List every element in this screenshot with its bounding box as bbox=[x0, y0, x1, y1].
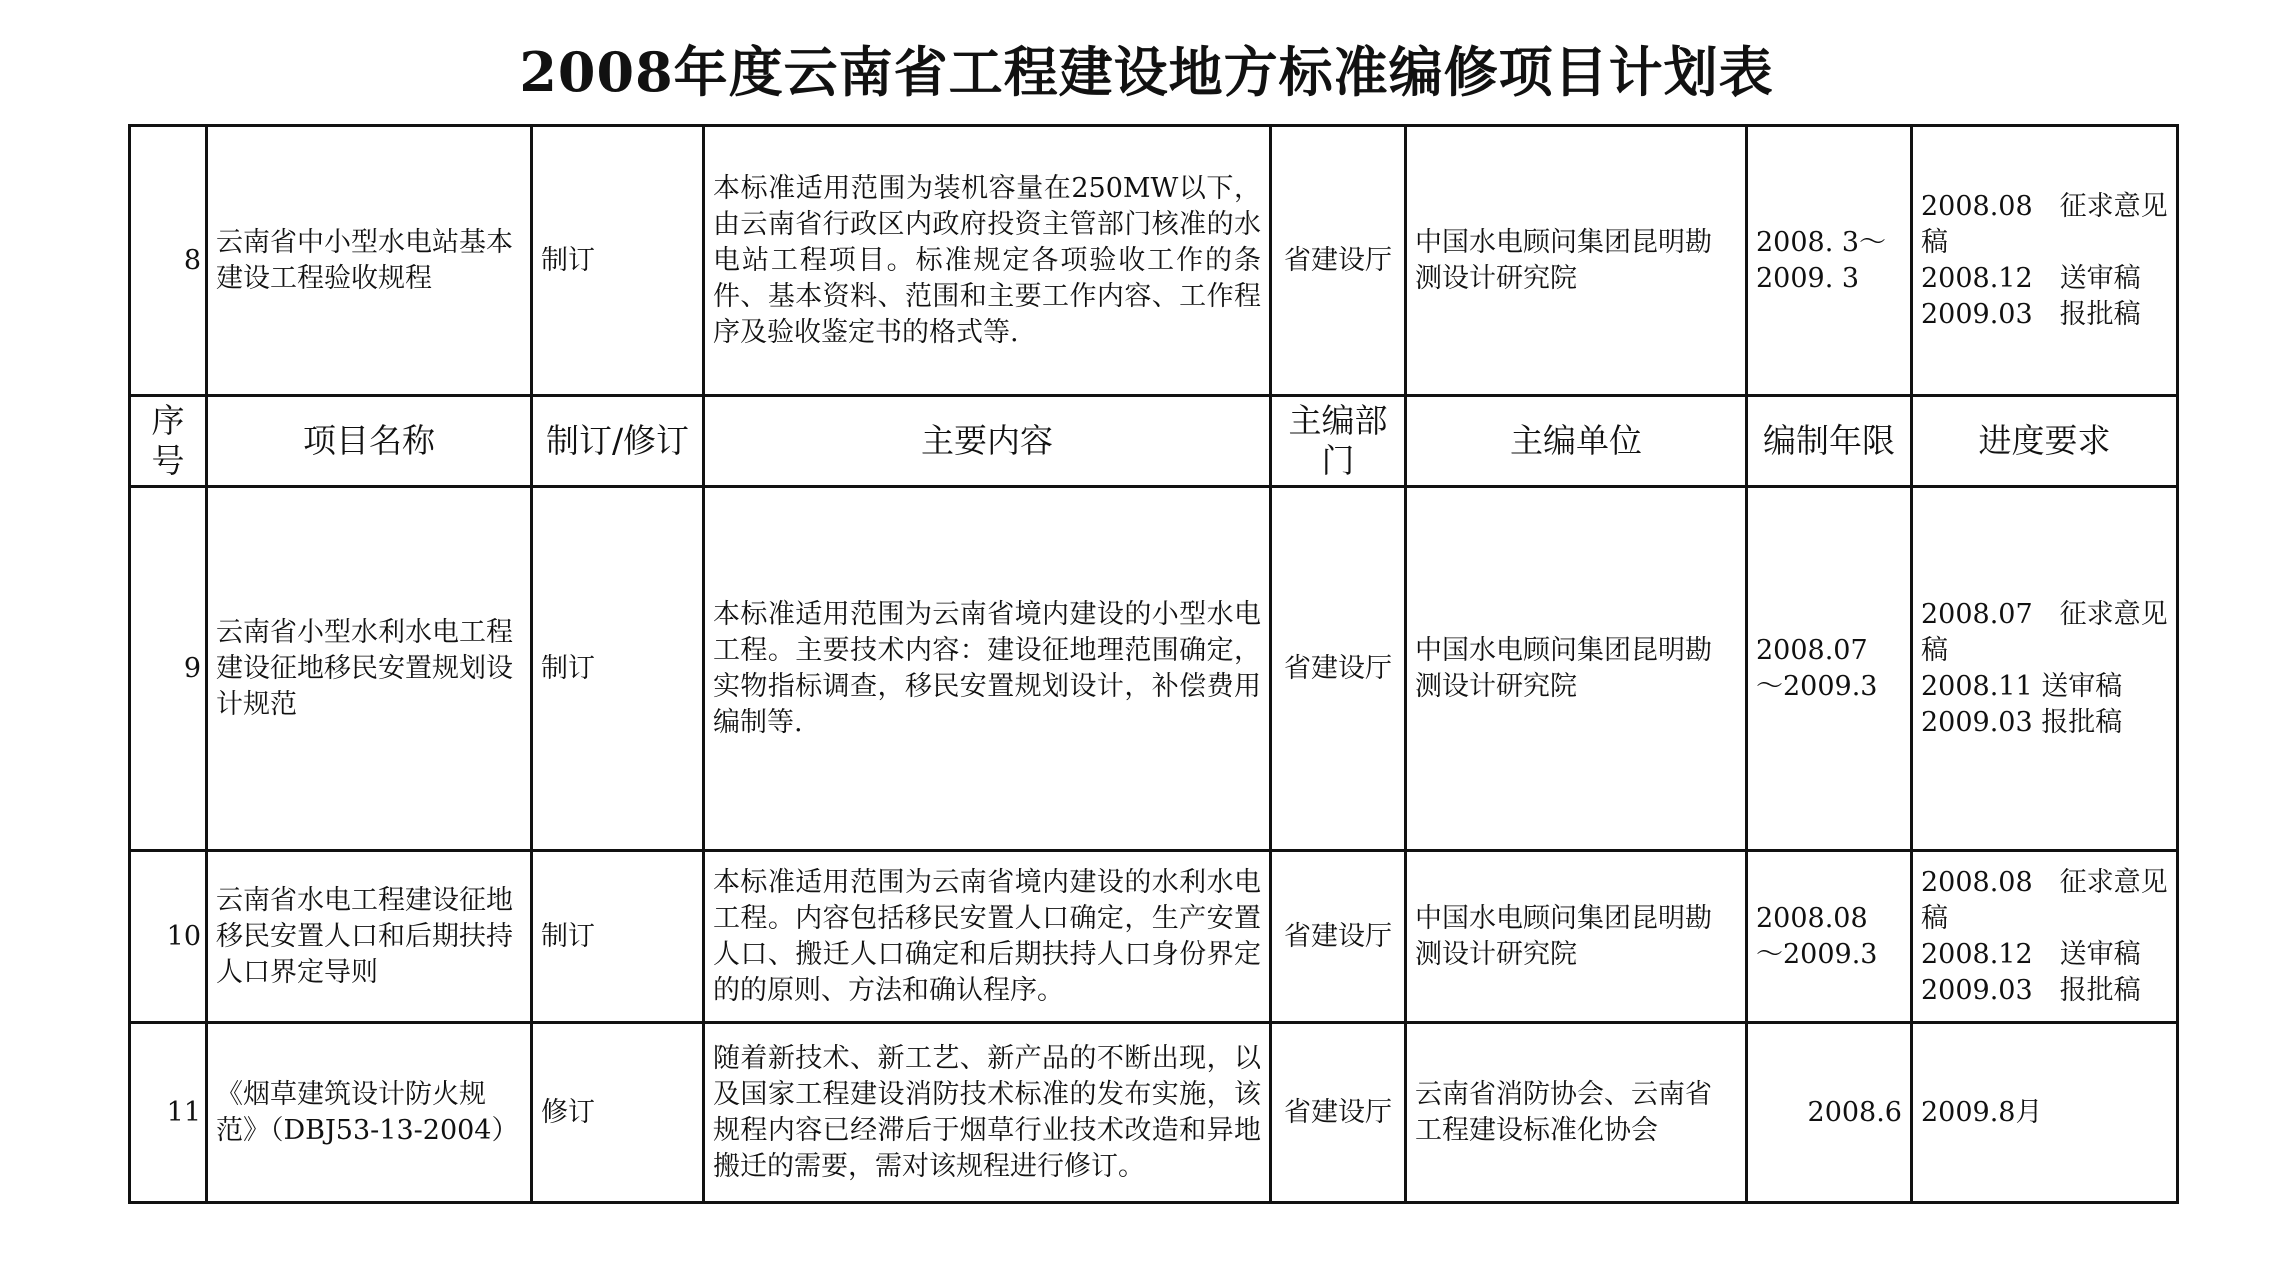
seq-cell: 9 bbox=[130, 487, 207, 851]
progress-line: 2009.03 报批稿 bbox=[1921, 298, 2141, 330]
content-cell: 本标准适用范围为装机容量在250MW以下，由云南省行政区内政府投资主管部门核准的水电站工程项目。标准规定各项验收工作的条件、基本资料、范围和主要工作内容、工作程序及验收鉴定书的格式等. bbox=[704, 126, 1271, 396]
header-unit: 主编单位 bbox=[1406, 396, 1747, 487]
header-row bbox=[130, 396, 2178, 487]
project-name-cell: 云南省小型水利水电工程建设征地移民安置规划设计规范 bbox=[207, 487, 532, 851]
content-cell: 本标准适用范围为云南省境内建设的水利水电工程。内容包括移民安置人口确定，生产安置人口、搬迁人口确定和后期扶持人口身份界定的的原则、方法和确认程序。 bbox=[704, 851, 1271, 1023]
header-progress: 进度要求 bbox=[1912, 396, 2178, 487]
content-cell: 本标准适用范围为云南省境内建设的小型水电工程。主要技术内容：建设征地理范围确定，实物指标调查，移民安置规划设计，补偿费用编制等. bbox=[704, 487, 1271, 851]
dept-cell: 省建设厅 bbox=[1271, 487, 1406, 851]
progress-cell bbox=[1912, 487, 2178, 851]
page-title: 2008年度云南省工程建设地方标准编修项目计划表 bbox=[519, 40, 1774, 104]
unit-cell: 云南省消防协会、云南省工程建设标准化协会 bbox=[1406, 1023, 1747, 1203]
table-row bbox=[130, 1023, 2178, 1203]
header-content: 主要内容 bbox=[704, 396, 1271, 487]
progress-line: 2008.08 征求意见稿 bbox=[1921, 866, 2168, 934]
unit-cell: 中国水电顾问集团昆明勘测设计研究院 bbox=[1406, 487, 1747, 851]
table-row bbox=[130, 851, 2178, 1023]
header-type: 制订/修订 bbox=[532, 396, 704, 487]
period-cell: 2008.07 ～2009.3 bbox=[1747, 487, 1912, 851]
seq-cell: 10 bbox=[130, 851, 207, 1023]
period-cell: 2008.6 bbox=[1747, 1023, 1912, 1203]
type-cell: 制订 bbox=[532, 126, 704, 396]
period-cell: 2008. 3～2009. 3 bbox=[1747, 126, 1912, 396]
project-name-cell: 《烟草建筑设计防火规范》（DBJ53-13-2004） bbox=[207, 1023, 532, 1203]
progress-cell bbox=[1912, 126, 2178, 396]
progress-cell bbox=[1912, 851, 2178, 1023]
progress-line: 2008.12 送审稿 bbox=[1921, 938, 2141, 970]
progress-line: 2009.03 报批稿 bbox=[1921, 974, 2141, 1006]
progress-line: 2008.07 征求意见稿 bbox=[1921, 598, 2168, 666]
progress-line: 2008.11 送审稿 bbox=[1921, 670, 2123, 702]
content-cell: 随着新技术、新工艺、新产品的不断出现，以及国家工程建设消防技术标准的发布实施，该规程内容已经滞后于烟草行业技术改造和异地搬迁的需要，需对该规程进行修订。 bbox=[704, 1023, 1271, 1203]
table-row bbox=[130, 126, 2178, 396]
project-name-cell: 云南省水电工程建设征地移民安置人口和后期扶持人口界定导则 bbox=[207, 851, 532, 1023]
header-seq: 序号 bbox=[130, 396, 207, 487]
seq-cell: 11 bbox=[130, 1023, 207, 1203]
dept-cell: 省建设厅 bbox=[1271, 126, 1406, 396]
progress-cell bbox=[1912, 1023, 2178, 1203]
progress-line: 2008.12 送审稿 bbox=[1921, 262, 2141, 294]
unit-cell: 中国水电顾问集团昆明勘测设计研究院 bbox=[1406, 851, 1747, 1023]
project-plan-table bbox=[128, 124, 2179, 1204]
seq-cell: 8 bbox=[130, 126, 207, 396]
dept-cell: 省建设厅 bbox=[1271, 851, 1406, 1023]
type-cell: 制订 bbox=[532, 851, 704, 1023]
unit-cell: 中国水电顾问集团昆明勘测设计研究院 bbox=[1406, 126, 1747, 396]
type-cell: 修订 bbox=[532, 1023, 704, 1203]
table-row bbox=[130, 487, 2178, 851]
progress-line: 2008.08 征求意见稿 bbox=[1921, 190, 2168, 258]
header-name: 项目名称 bbox=[207, 396, 532, 487]
project-name-cell: 云南省中小型水电站基本建设工程验收规程 bbox=[207, 126, 532, 396]
progress-line: 2009.8月 bbox=[1921, 1096, 2043, 1128]
header-period: 编制年限 bbox=[1747, 396, 1912, 487]
progress-line: 2009.03 报批稿 bbox=[1921, 706, 2123, 738]
header-dept: 主编部门 bbox=[1271, 396, 1406, 487]
type-cell: 制订 bbox=[532, 487, 704, 851]
dept-cell: 省建设厅 bbox=[1271, 1023, 1406, 1203]
period-cell: 2008.08 ～2009.3 bbox=[1747, 851, 1912, 1023]
